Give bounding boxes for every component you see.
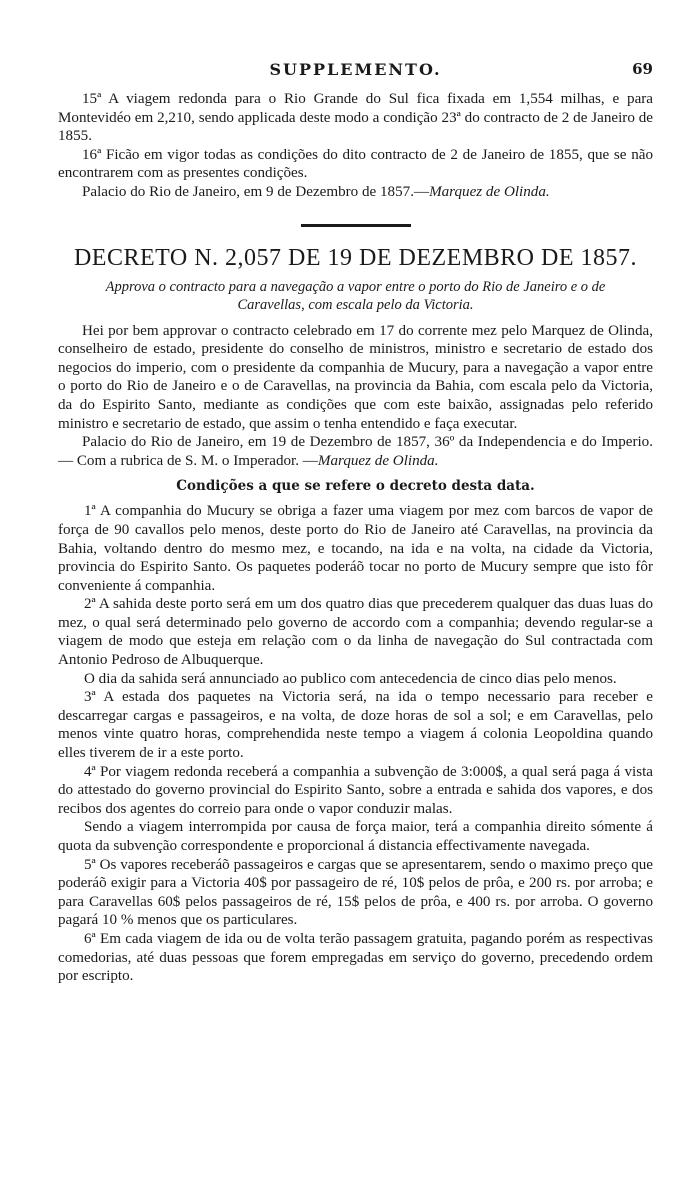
decree-summary: Approva o contracto para a navegação a vapor entre o porto do Rio de Janeiro e o de Caravellas, com escala pelo da Victoria.	[105, 278, 606, 313]
decree-title: DECRETO N. 2,057 DE 19 DE DEZEMBRO DE 1857.	[73, 244, 638, 271]
previous-signature-line	[58, 183, 653, 202]
condition-2: 2ª A sahida deste porto será em um dos quatro dias que precederem qualquer das duas luas do mez, o qual será determinado pelo governo de accordo com a companhia; devendo regular-se a viagem de modo que esteja em relação com o da linha de navegação do Sul contractada com Antonio Pedroso de Albuquerque.	[58, 596, 653, 669]
condition-4: 4ª Por viagem redonda receberá a companhia a subvenção de 3:000$, a qual será paga á vista do attestado do governo provincial do Espirito Santo, sobre a entrada e sahida dos vapores, e dos recibos dos agentes do correio para onde o vapor conduzir malas.	[58, 763, 653, 817]
condition-2-note: O dia da sahida será annunciado ao publico com antecedencia de cinco dias pelo menos.	[84, 670, 617, 687]
decree-closing-text: Palacio do Rio de Janeiro, em 19 de Dezembro de 1857, 36º da Independencia e do Imperio.— Com a rubrica de S. M. o Imperador. —	[58, 434, 653, 469]
condition-6: 6ª Em cada viagem de ida ou de volta terão passagem gratuita, pagando porém as respectivas comedorias, até duas pessoas que forem empregadas em serviço do governo, precedendo ordem por escripto.	[58, 930, 653, 985]
condition-4-note: Sendo a viagem interrompida por causa de força maior, terá a companhia direito sómente á quota da subvenção correspondente e proporcional á distancia effectivamente navegada.	[58, 819, 653, 854]
previous-condition-15: 15ª A viagem redonda para o Rio Grande do Sul fica fixada em 1,554 milhas, e para Montevidéo em 2,210, sendo applicada deste modo a condição 23ª do contracto de 2 de Janeiro de 1855.	[58, 91, 653, 145]
previous-signature-name: Marquez de Olinda.	[429, 183, 550, 200]
decree-closing	[58, 433, 653, 470]
decree-body: Hei por bem approvar o contracto celebrado em 17 do corrente mez pelo Marquez de Olinda, conselheiro de estado, presidente do conselho de ministros, ministro e secretario de estado dos negocios do imperio, com o presidente da companhia de Mucury, para a navegação a vapor entre o porto do Rio de Janeiro e o de Caravellas, na provincia da Bahia, com escala pelo da Victoria, da do Espirito Santo, mediante as condições que com este baixão, assignadas pelo referido ministro e secretario de estado, que assim o tenha entendido e faça executar.	[58, 322, 653, 432]
previous-condition-16: 16ª Ficão em vigor todas as condições do dito contracto de 2 de Janeiro de 1855, que se não encontrarem com as presentes condições.	[58, 146, 653, 182]
running-title: SUPPLEMENTO.	[269, 60, 442, 79]
section-divider	[301, 224, 411, 227]
conditions-title: Condições a que se refere o decreto desta data.	[176, 478, 535, 495]
running-header	[58, 60, 653, 90]
decree-closing-signature: Marquez de Olinda.	[317, 452, 439, 469]
condition-5: 5ª Os vapores receberáõ passageiros e cargas que se apresentarem, sendo o maximo preço que poderáõ exigir para a Victoria 40$ por passageiro de ré, 10$ pelos de prôa, e 200 rs. por arroba; e para Caravellas 60$ pelos passageiros de ré, 15$ pelos de prôa, e 400 rs. por arroba. O governo pagará 10 % menos que os particulares.	[58, 856, 653, 929]
document-page	[0, 60, 693, 1197]
page-number: 69	[632, 60, 653, 78]
condition-1: 1ª A companhia do Mucury se obriga a fazer uma viagem por mez com barcos de vapor de força de 90 cavallos pelo menos, deste porto do Rio de Janeiro até Caravellas, na provincia da Bahia, voltando dentro do mesmo mez, e tocando, na ida e na volta, na cidade da Victoria, provincia do Espirito Santo. Os paquetes poderáõ tocar no porto de Mucury sempre que isto fôr conveniente á companhia.	[58, 503, 653, 594]
condition-3: 3ª A estada dos paquetes na Victoria será, na ida o tempo necessario para receber e descarregar cargas e passageiros, e na volta, de doze horas de sol a sol; e em Caravellas, pelo menos vinte quatro horas, comprehendida neste tempo a viagem á colonia Leopoldina quando elles tiverem de ir a este porto.	[58, 689, 653, 762]
previous-signature-text: Palacio do Rio de Janeiro, em 9 de Dezembro de 1857.—	[82, 183, 430, 200]
